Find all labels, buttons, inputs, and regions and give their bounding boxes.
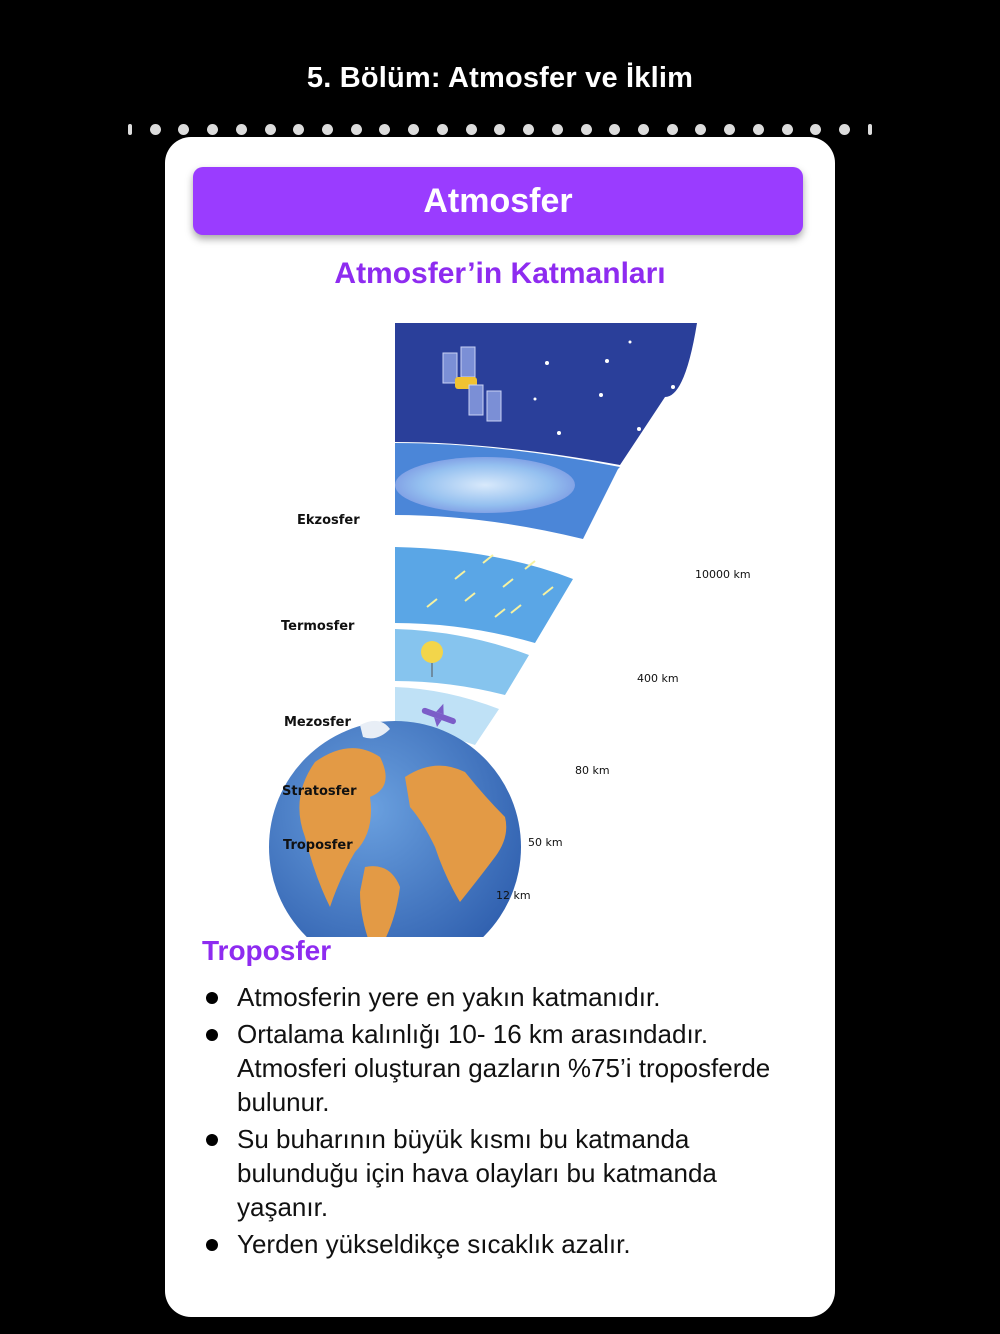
altitude-label-troposphere: 12 km [496, 889, 531, 902]
aurora-glow [395, 457, 575, 513]
page-dot[interactable] [466, 124, 477, 135]
page-dot[interactable] [839, 124, 850, 135]
diagram-title: Atmosfer’in Katmanları [334, 257, 666, 290]
content-card [165, 137, 835, 1317]
page-dot[interactable] [408, 124, 419, 135]
list-item [203, 1122, 803, 1224]
exosphere-band [395, 323, 697, 465]
altitude-label-exosphere: 10000 km [695, 568, 751, 581]
section-heading: Troposfer [202, 935, 332, 966]
bullet-icon [206, 1029, 218, 1041]
layer-label-stratosphere: Stratosfer [282, 784, 357, 799]
atmosphere-diagram-graphic [165, 317, 835, 937]
page-dot[interactable] [581, 124, 592, 135]
page-dot[interactable] [178, 124, 189, 135]
altitude-label-mesosphere: 80 km [575, 764, 610, 777]
bullet-icon [206, 992, 218, 1004]
page-dot[interactable] [523, 124, 534, 135]
list-item-text: Ortalama kalınlığı 10- 16 km arasındadır. Atmosferi oluşturan gazların %75’i troposferde bulunur. [237, 1019, 771, 1117]
chapter-title: 5. Bölüm: Atmosfer ve İklim [306, 62, 694, 94]
section-header-bar: Atmosfer [193, 167, 803, 235]
bullet-icon [206, 1239, 218, 1251]
page-indicator-dots [128, 122, 872, 136]
layer-label-troposphere: Troposfer [283, 838, 353, 853]
page-dot[interactable] [810, 124, 821, 135]
layer-label-mesosphere: Mezosfer [284, 715, 351, 730]
list-item-text: Yerden yükseldikçe sıcaklık azalır. [237, 1229, 631, 1259]
page-dot [128, 124, 132, 135]
page-dot[interactable] [724, 124, 735, 135]
page-dot[interactable] [753, 124, 764, 135]
list-item [203, 980, 803, 1014]
page-dot[interactable] [293, 124, 304, 135]
list-item-text: Su buharının büyük kısmı bu katmanda bulunduğu için hava olayları bu katmanda yaşanır. [237, 1124, 717, 1222]
page-dot[interactable] [265, 124, 276, 135]
list-item [203, 1227, 803, 1261]
list-item-text: Atmosferin yere en yakın katmanıdır. [237, 982, 661, 1012]
page-dot[interactable] [667, 124, 678, 135]
atmosphere-layers-diagram [165, 317, 835, 937]
page-dot[interactable] [207, 124, 218, 135]
page-dot[interactable] [351, 124, 362, 135]
page-dot[interactable] [437, 124, 448, 135]
altitude-label-stratosphere: 50 km [528, 836, 563, 849]
page-dot[interactable] [494, 124, 505, 135]
page-dot[interactable] [552, 124, 563, 135]
stratosphere-band [395, 629, 529, 695]
page-dot[interactable] [236, 124, 247, 135]
page-dot[interactable] [379, 124, 390, 135]
page-dot[interactable] [609, 124, 620, 135]
earth-globe-icon [269, 721, 521, 937]
page-dot[interactable] [322, 124, 333, 135]
list-item [203, 1017, 803, 1119]
page-dot[interactable] [638, 124, 649, 135]
page-dot[interactable] [695, 124, 706, 135]
layer-label-exosphere: Ekzosfer [297, 513, 360, 528]
altitude-label-thermosphere: 400 km [637, 672, 679, 685]
page-dot [868, 124, 872, 135]
page-dot[interactable] [150, 124, 161, 135]
layer-label-thermosphere: Termosfer [281, 619, 355, 634]
page-dot[interactable] [782, 124, 793, 135]
bullet-icon [206, 1134, 218, 1146]
bullet-list [203, 980, 803, 1264]
